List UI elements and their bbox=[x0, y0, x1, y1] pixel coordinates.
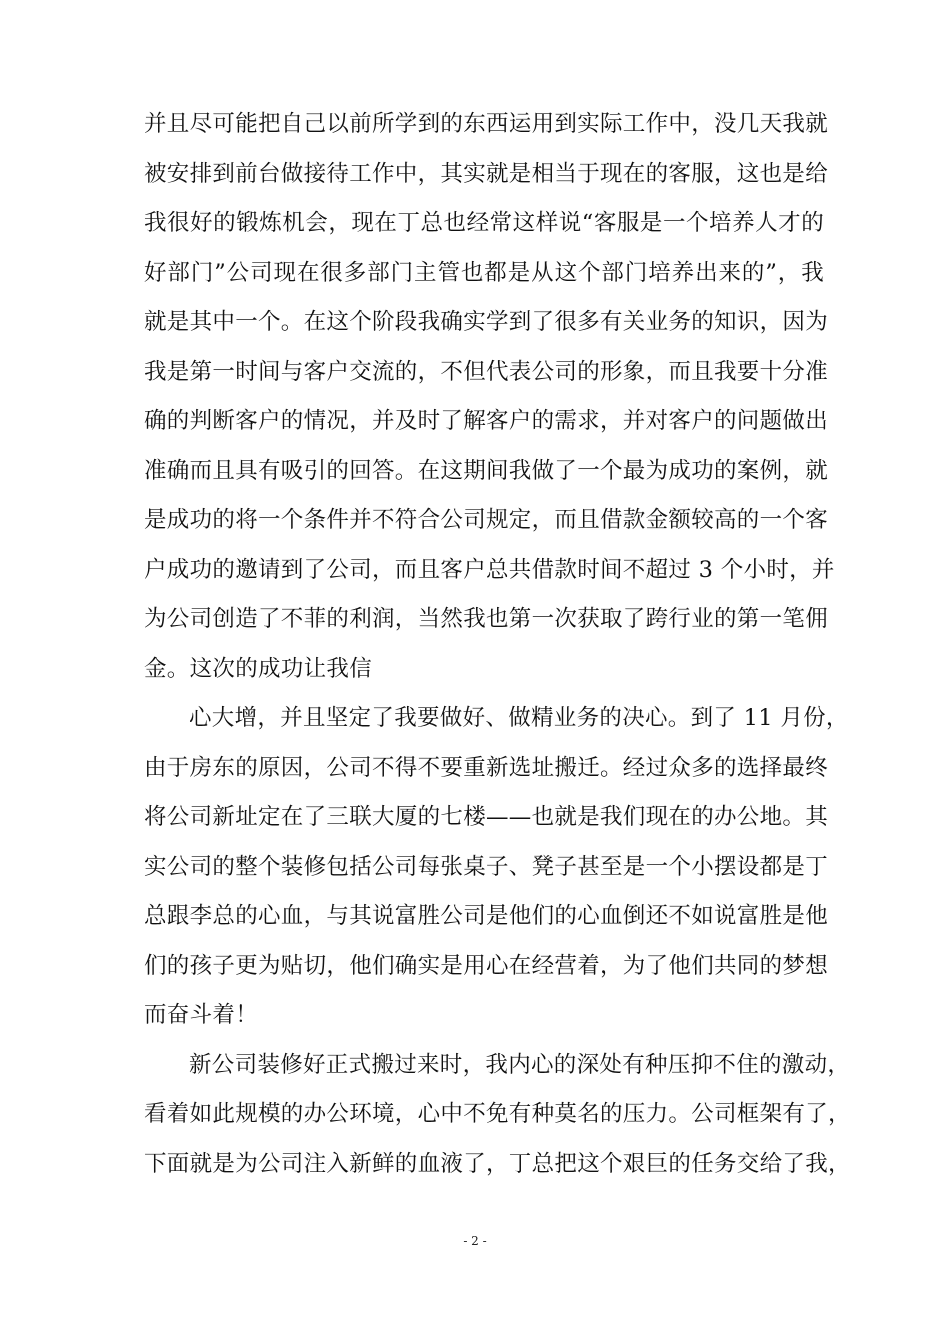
text-line: 总跟李总的心血，与其说富胜公司是他们的心血倒还不如说富胜是他 bbox=[144, 903, 829, 929]
text-line: 就是其中一个。在这个阶段我确实学到了很多有关业务的知识，因为 bbox=[144, 309, 829, 335]
text-line: 将公司新址定在了三联大厦的七楼——也就是我们现在的办公地。其 bbox=[144, 804, 829, 830]
text-line: 为公司创造了不菲的利润，当然我也第一次获取了跨行业的第一笔佣 bbox=[144, 606, 829, 632]
text-line: 我很好的锻炼机会，现在丁总也经常这样说“客服是一个培养人才的 bbox=[144, 210, 824, 236]
text-line: 并且尽可能把自己以前所学到的东西运用到实际工作中，没几天我就 bbox=[144, 111, 829, 137]
paragraph-start-line: 新公司装修好正式搬过来时，我内心的深处有种压抑不住的激动， bbox=[189, 1051, 851, 1078]
text-line: 而奋斗着！ bbox=[144, 1002, 259, 1028]
text-line: 是成功的将一个条件并不符合公司规定，而且借款金额较高的一个客 bbox=[144, 507, 829, 533]
body-text bbox=[144, 100, 851, 1189]
page-number: - 2 - bbox=[463, 1234, 487, 1248]
text-line: 户成功的邀请到了公司，而且客户总共借款时间不超过 3 个小时，并 bbox=[144, 556, 835, 583]
text-line: 由于房东的原因，公司不得不要重新选址搬迁。经过众多的选择最终 bbox=[144, 754, 829, 781]
paragraph-start-line: 心大增，并且坚定了我要做好、做精业务的决心。到了 11 月份， bbox=[189, 705, 849, 731]
text-line: 金。这次的成功让我信 bbox=[144, 655, 373, 682]
text-line: 下面就是为公司注入新鲜的血液了，丁总把这个艰巨的任务交给了我， bbox=[144, 1150, 851, 1177]
text-line: 确的判断客户的情况，并及时了解客户的需求，并对客户的问题做出 bbox=[144, 408, 829, 434]
text-line: 被安排到前台做接待工作中，其实就是相当于现在的客服，这也是给 bbox=[144, 160, 829, 187]
text-line: 实公司的整个装修包括公司每张桌子、凳子甚至是一个小摆设都是丁 bbox=[144, 853, 829, 880]
text-line: 准确而且具有吸引的回答。在这期间我做了一个最为成功的案例，就 bbox=[144, 457, 829, 484]
text-line: 看着如此规模的办公环境，心中不免有种莫名的压力。公司框架有了， bbox=[144, 1101, 851, 1127]
text-line: 我是第一时间与客户交流的，不但代表公司的形象，而且我要十分准 bbox=[144, 358, 829, 385]
text-line: 们的孩子更为贴切，他们确实是用心在经营着，为了他们共同的梦想 bbox=[144, 952, 829, 979]
text-line: 好部门”公司现在很多部门主管也都是从这个部门培养出来的”，我 bbox=[144, 259, 824, 286]
